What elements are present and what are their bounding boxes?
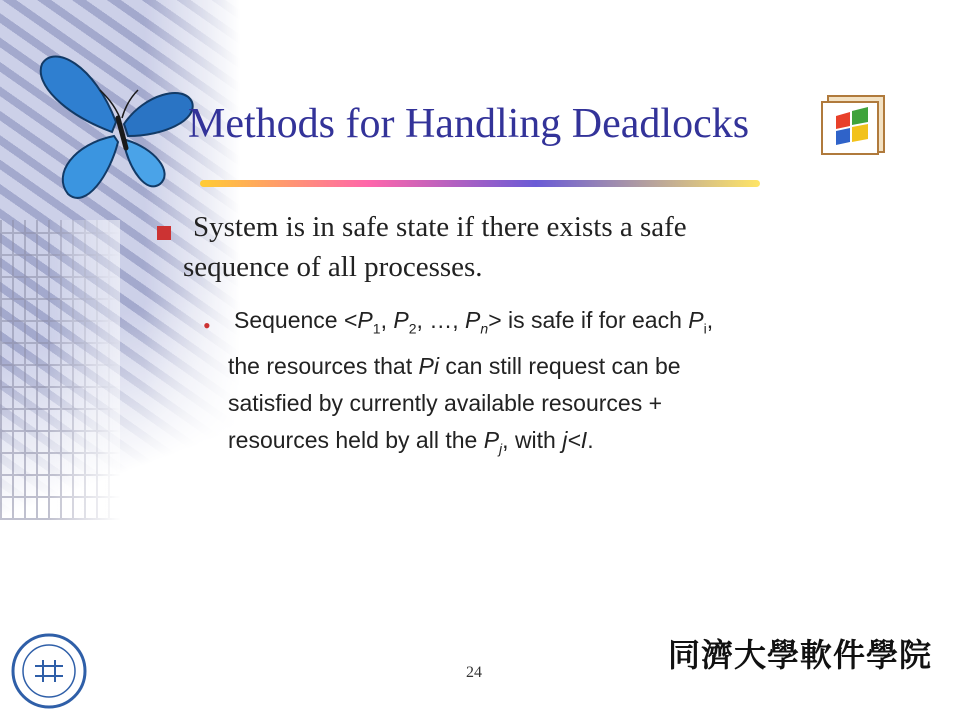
butterfly-icon [34,44,204,214]
square-bullet-icon [157,226,171,240]
title-underline [200,180,760,187]
windows-logo-icon [820,92,886,156]
slide-title: Methods for Handling Deadlocks [188,101,750,147]
school-name: 同濟大學軟件學院 [668,636,933,674]
bullet-2-text: Sequence $<P_1$, $P_2$, …, $P_n>$ is safe if for each $P_i$, the resources that Pi can still request can be satisfied by currently available resources + resources held by all the $P_j$, with j<I. [228,307,714,457]
tongji-university-seal-icon [10,632,88,710]
bullet-1-text: System is in safe state if there exists a safe sequence of all processes. [183,211,687,283]
dot-bullet-icon: • [203,313,211,338]
page-number: 24 [466,664,482,681]
circuit-board-art [0,220,120,520]
